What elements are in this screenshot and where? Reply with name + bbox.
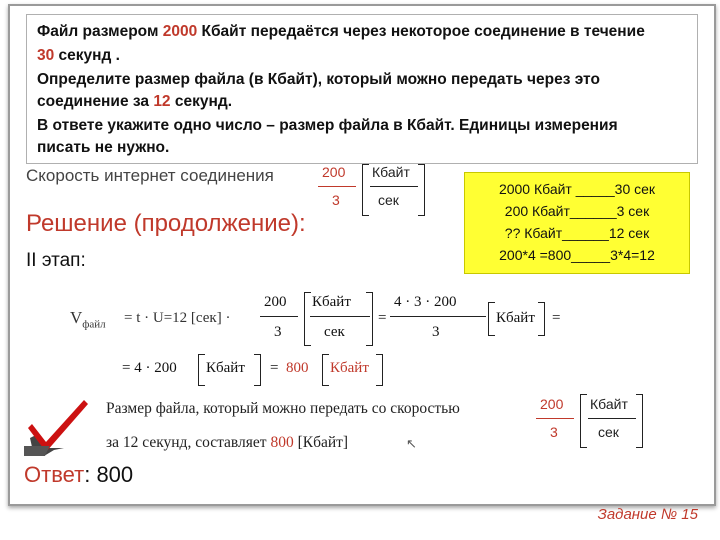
speed-numerator: 200: [322, 164, 346, 180]
task-line-1: Файл размером 2000 Кбайт передаётся через некоторое соединение в течение: [37, 23, 645, 40]
stage-label: II этап:: [26, 250, 86, 271]
task-line-2: 30 секунд .: [37, 47, 120, 64]
formula1-eq2: =: [378, 310, 387, 326]
formula2-result: 800: [286, 360, 309, 376]
proportion-row-1: 2000 Кбайт _____30 сек: [498, 181, 656, 197]
formula1-u2: Кбайт: [496, 310, 535, 326]
formula2-eq: = 4 · 200: [122, 360, 177, 376]
speed-fraction-line: [318, 186, 356, 187]
speed-unit-bottom: сек: [378, 192, 399, 208]
proportion-row-3: ?? Кбайт______12 сек: [504, 225, 650, 241]
solution-heading: Решение (продолжение):: [26, 210, 306, 237]
conclusion-line-1: Размер файла, который можно передать со скоростью: [106, 400, 460, 417]
formula1-f2-num: 4 · 3 · 200: [394, 294, 457, 310]
proportion-box: [464, 172, 690, 274]
formula2-u2: Кбайт: [330, 360, 369, 376]
speed-unit-top: Кбайт: [372, 164, 410, 180]
conclusion-line-2: за 12 секунд, составляет 800 [Кбайт]: [106, 434, 349, 451]
formula1-u2-bracket-right: [538, 302, 545, 336]
formula1-u1-top: Кбайт: [312, 294, 351, 310]
task-line-3: Определите размер файла (в Кбайт), который можно передать через это: [37, 71, 600, 88]
proportion-row-4: 200*4 =800_____3*4=12: [499, 247, 655, 263]
conclusion-unit-top: Кбайт: [590, 396, 628, 412]
formula1-v: $V_{файл}$: [70, 308, 106, 331]
task-line-6: писать не нужно.: [37, 139, 170, 156]
formula1-u1-bracket-left: [304, 292, 311, 346]
cursor-icon: ↖: [406, 436, 417, 451]
conclusion-unit-line: [588, 418, 636, 419]
conclusion-unit-bottom: сек: [598, 424, 619, 440]
formula2-u2-bracket-left: [322, 354, 329, 386]
proportion-row-2: 200 Кбайт______3 сек: [504, 203, 650, 219]
speed-denominator: 3: [332, 192, 340, 208]
slide: [8, 4, 716, 506]
formula2-u1-bracket-left: [198, 354, 205, 386]
task-statement: [26, 14, 698, 164]
speed-bracket-left: [362, 164, 369, 216]
formula1-eq3: =: [552, 310, 561, 326]
formula1-eq1: = t · U=12 [сек] ·: [124, 310, 231, 326]
formula1-u1-bracket-right: [366, 292, 373, 346]
formula1-u1-line: [310, 316, 370, 317]
speed-label: Скорость интернет соединения: [26, 166, 274, 185]
formula1-f1-num: 200: [264, 294, 287, 310]
formula2-u1: Кбайт: [206, 360, 245, 376]
formula1-u2-bracket-left: [488, 302, 495, 336]
formula1-u1-bot: сек: [324, 324, 345, 340]
formula1-f1-den: 3: [274, 324, 282, 340]
checkmark-icon: [24, 398, 94, 460]
formula2-eq2: =: [270, 360, 279, 376]
task-line-4: соединение за 12 секунд.: [37, 93, 232, 110]
conclusion-numerator: 200: [540, 396, 564, 412]
formula1-f2-line: [390, 316, 486, 317]
conclusion-fraction-line: [536, 418, 574, 419]
conclusion-bracket-left: [580, 394, 587, 448]
formula1-f2-den: 3: [432, 324, 440, 340]
formula2-u2-bracket-right: [376, 354, 383, 386]
answer: Ответ: 800: [24, 462, 134, 487]
task-line-5: В ответе укажите одно число – размер файла в Кбайт. Единицы измерения: [37, 117, 618, 134]
conclusion-bracket-right: [636, 394, 643, 448]
formula1-f1-line: [260, 316, 298, 317]
footer-task-number: Задание № 15: [597, 506, 698, 523]
formula2-u1-bracket-right: [254, 354, 261, 386]
speed-bracket-right: [418, 164, 425, 216]
speed-unit-line: [370, 186, 418, 187]
conclusion-denominator: 3: [550, 424, 558, 440]
